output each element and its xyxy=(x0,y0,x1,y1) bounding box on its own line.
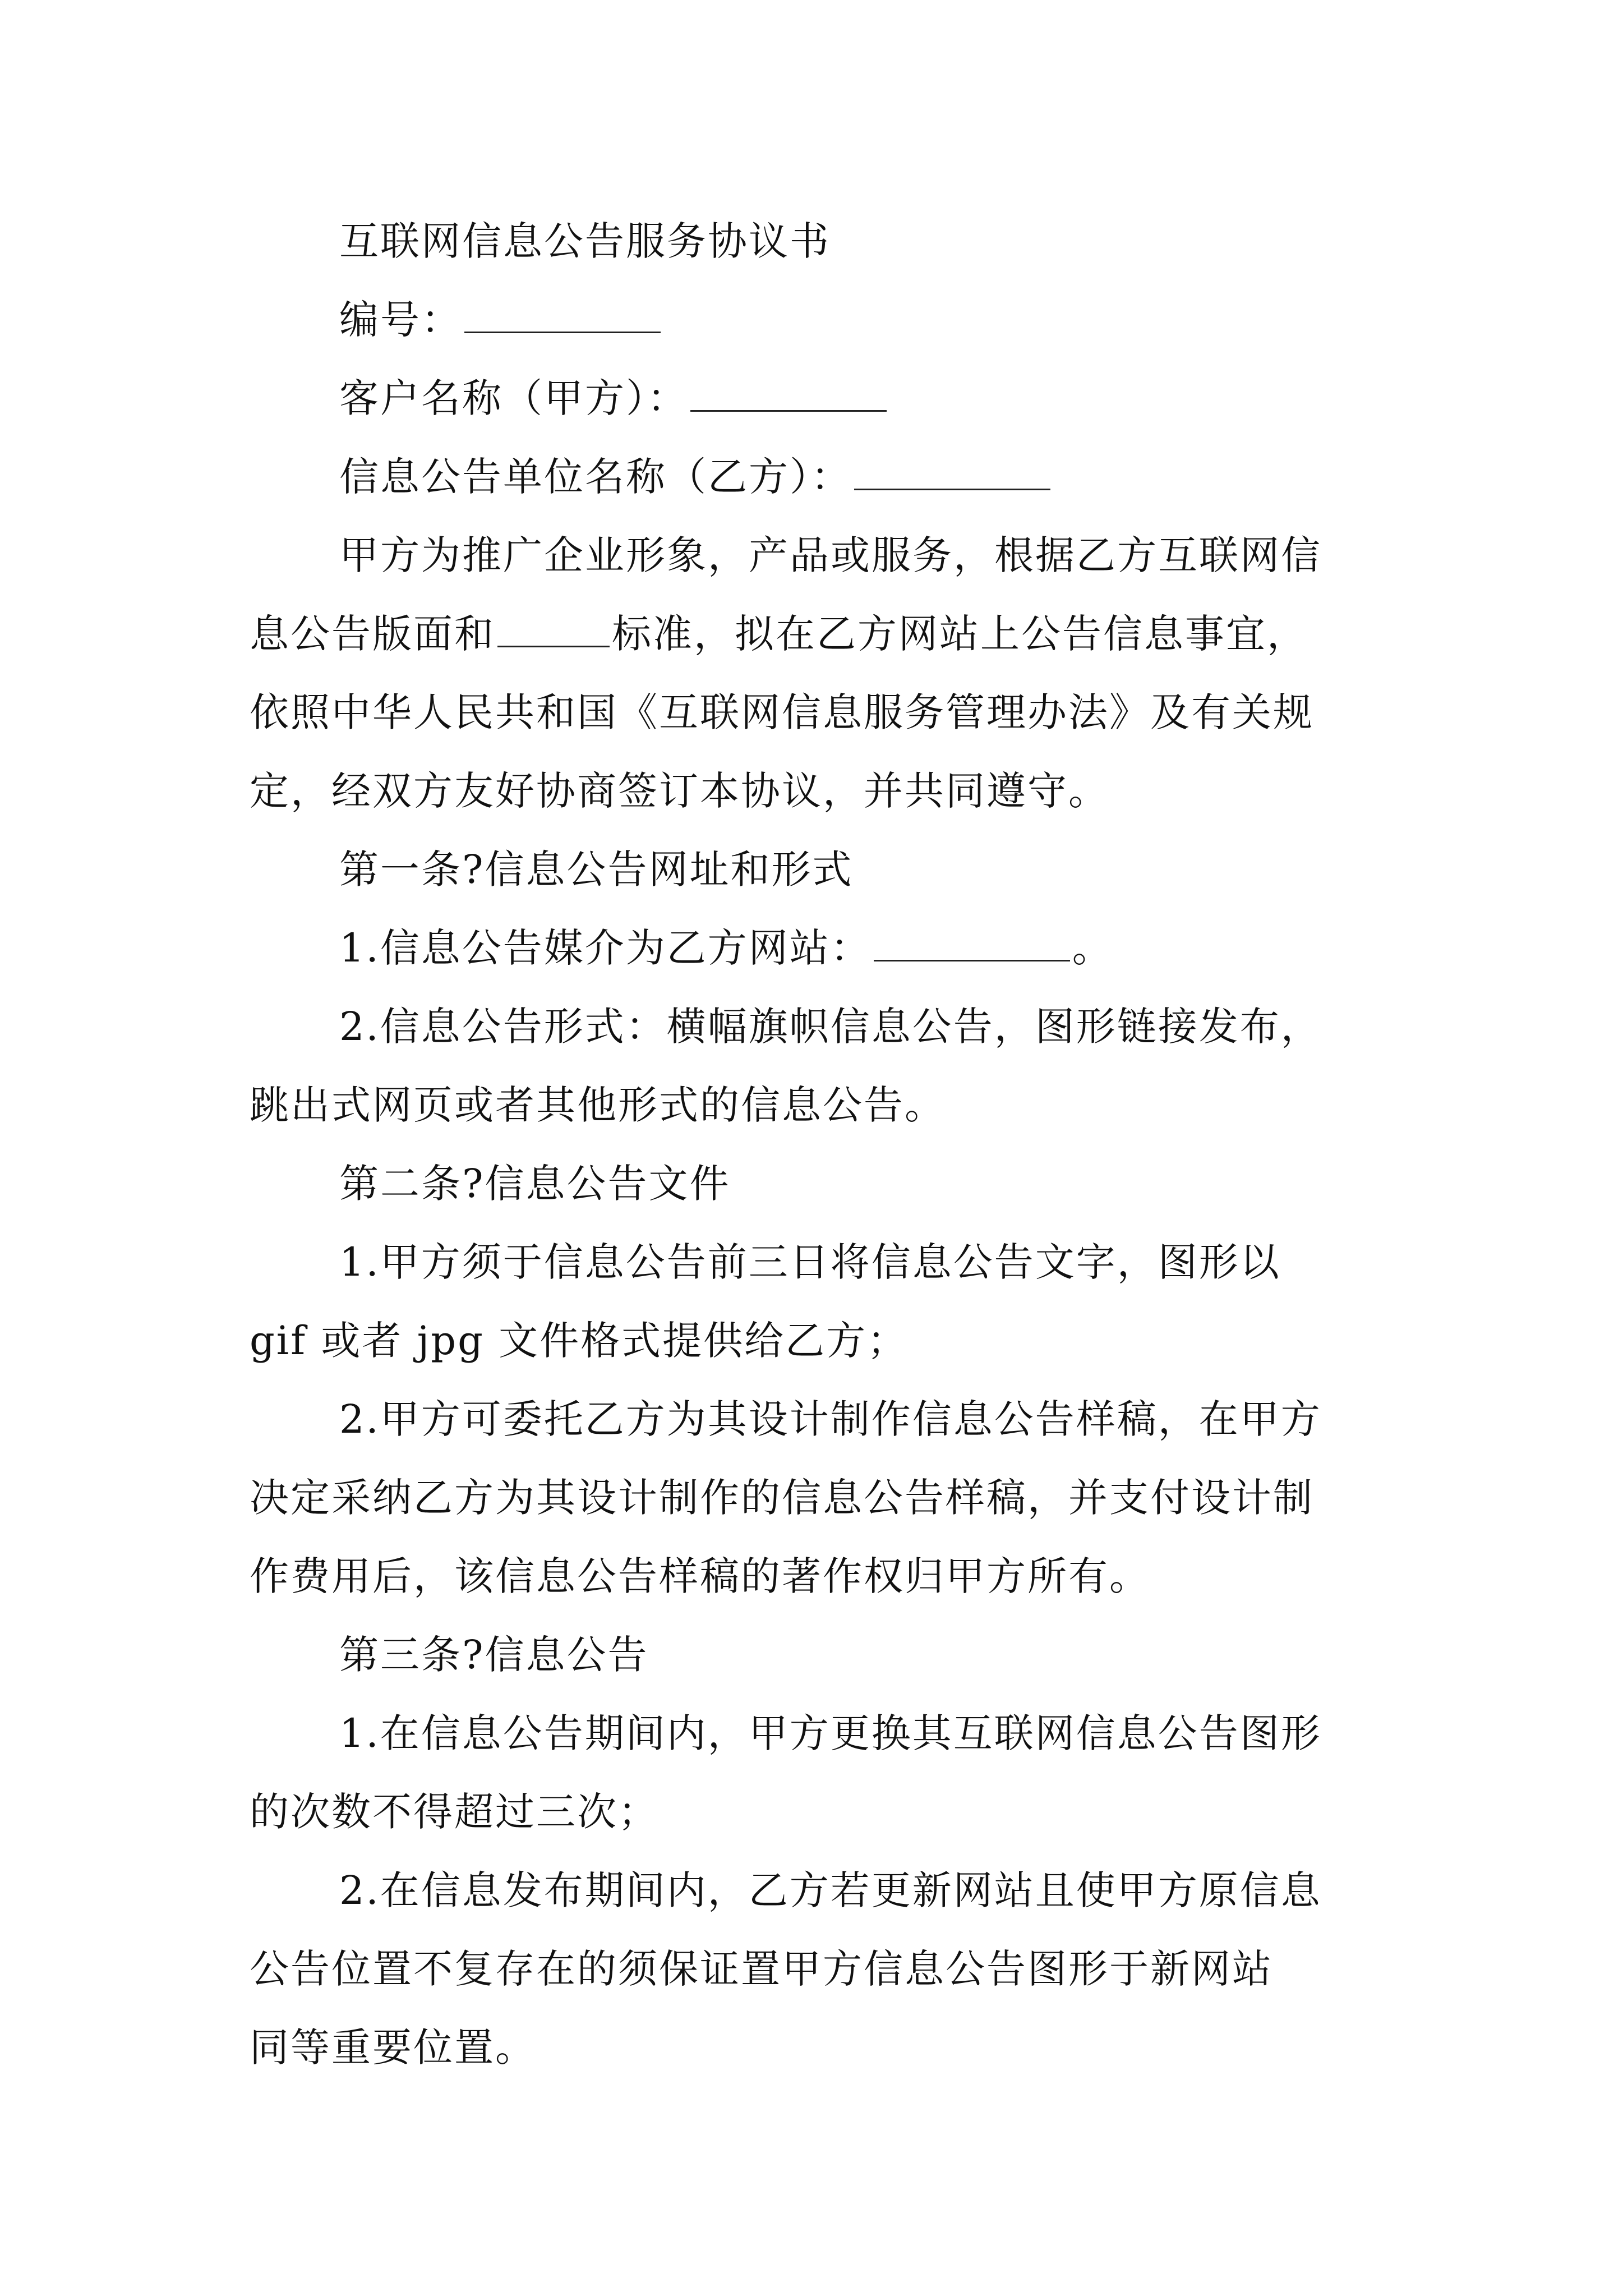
intro-line-2 xyxy=(250,606,1308,662)
article1-heading-text: 第一条?信息公告网址和形式 xyxy=(339,846,854,892)
article3-item1-line2 xyxy=(250,1784,659,1840)
article2-item1-text-2: gif 或者 jpg 文件格式提供给乙方； xyxy=(250,1318,909,1364)
article1-item2-line1 xyxy=(339,999,1322,1055)
article2-item2-line1 xyxy=(339,1391,1322,1447)
client-field xyxy=(339,370,889,426)
document-title xyxy=(339,213,831,269)
article3-heading-text: 第三条?信息公告 xyxy=(339,1632,649,1678)
article2-item2-text-1: 2.甲方可委托乙方为其设计制作信息公告样稿，在甲方 xyxy=(339,1396,1322,1442)
article1-item2-text-1: 2.信息公告形式：横幅旗帜信息公告，图形链接发布， xyxy=(339,1004,1322,1050)
website-blank xyxy=(874,926,1070,961)
article1-item2-text-2: 跳出式网页或者其他形式的信息公告。 xyxy=(250,1082,946,1128)
article2-heading-text: 第二条?信息公告文件 xyxy=(339,1161,731,1207)
intro-text-1: 甲方为推广企业形象，产品或服务，根据乙方互联网信 xyxy=(339,532,1322,578)
article1-item1-text: 1.信息公告媒介为乙方网站： xyxy=(339,925,872,971)
article1-item2-line2 xyxy=(250,1077,946,1133)
article3-heading xyxy=(339,1627,649,1683)
article1-item1 xyxy=(339,920,1113,976)
article1-heading xyxy=(339,841,854,898)
article3-item1-text-1: 1.在信息公告期间内，甲方更换其互联网信息公告图形 xyxy=(339,1710,1322,1756)
article2-item2-line2 xyxy=(250,1470,1314,1526)
article3-item1-text-2: 的次数不得超过三次； xyxy=(250,1789,659,1835)
article3-item2-line2 xyxy=(250,1941,1273,1997)
intro-blank xyxy=(497,612,610,647)
intro-text-3: 依照中华人民共和国《互联网信息服务管理办法》及有关规 xyxy=(250,689,1314,735)
intro-text-2b: 标准，拟在乙方网站上公告信息事宜， xyxy=(612,611,1308,657)
intro-line-4 xyxy=(250,763,1109,819)
intro-line-3 xyxy=(250,684,1314,740)
intro-text-2a: 息公告版面和 xyxy=(250,611,495,657)
article2-item1-line2 xyxy=(250,1313,908,1369)
article3-item2-line1 xyxy=(339,1862,1322,1918)
provider-label: 信息公告单位名称（乙方）： xyxy=(339,454,852,500)
article3-item2-text-3: 同等重要位置。 xyxy=(250,2024,536,2070)
number-label: 编号： xyxy=(339,297,462,343)
article2-item1-text-1: 1.甲方须于信息公告前三日将信息公告文字，图形以 xyxy=(339,1239,1281,1285)
article2-item2-text-2: 决定采纳乙方为其设计制作的信息公告样稿，并支付设计制 xyxy=(250,1475,1314,1521)
client-label: 客户名称（甲方）： xyxy=(339,375,688,421)
article3-item1-line1 xyxy=(339,1705,1322,1761)
article2-item2-line3 xyxy=(250,1548,1150,1604)
article1-item1-end: 。 xyxy=(1072,925,1113,971)
article3-item2-text-2: 公告位置不复存在的须保证置甲方信息公告图形于新网站 xyxy=(250,1946,1273,1992)
article2-heading xyxy=(339,1156,731,1212)
article2-item2-text-3: 作费用后，该信息公告样稿的著作权归甲方所有。 xyxy=(250,1553,1150,1599)
provider-blank xyxy=(854,455,1050,490)
number-blank xyxy=(464,298,661,333)
article2-item1-line1 xyxy=(339,1234,1281,1290)
article3-item2-text-1: 2.在信息发布期间内，乙方若更新网站且使甲方原信息 xyxy=(339,1867,1322,1913)
title-text: 互联网信息公告服务协议书 xyxy=(339,218,831,264)
number-field xyxy=(339,292,663,348)
article3-item2-line3 xyxy=(250,2019,536,2076)
intro-line-1 xyxy=(339,527,1322,583)
client-blank xyxy=(690,376,887,412)
intro-text-4: 定，经双方友好协商签订本协议，并共同遵守。 xyxy=(250,768,1109,814)
provider-field xyxy=(339,449,1053,505)
